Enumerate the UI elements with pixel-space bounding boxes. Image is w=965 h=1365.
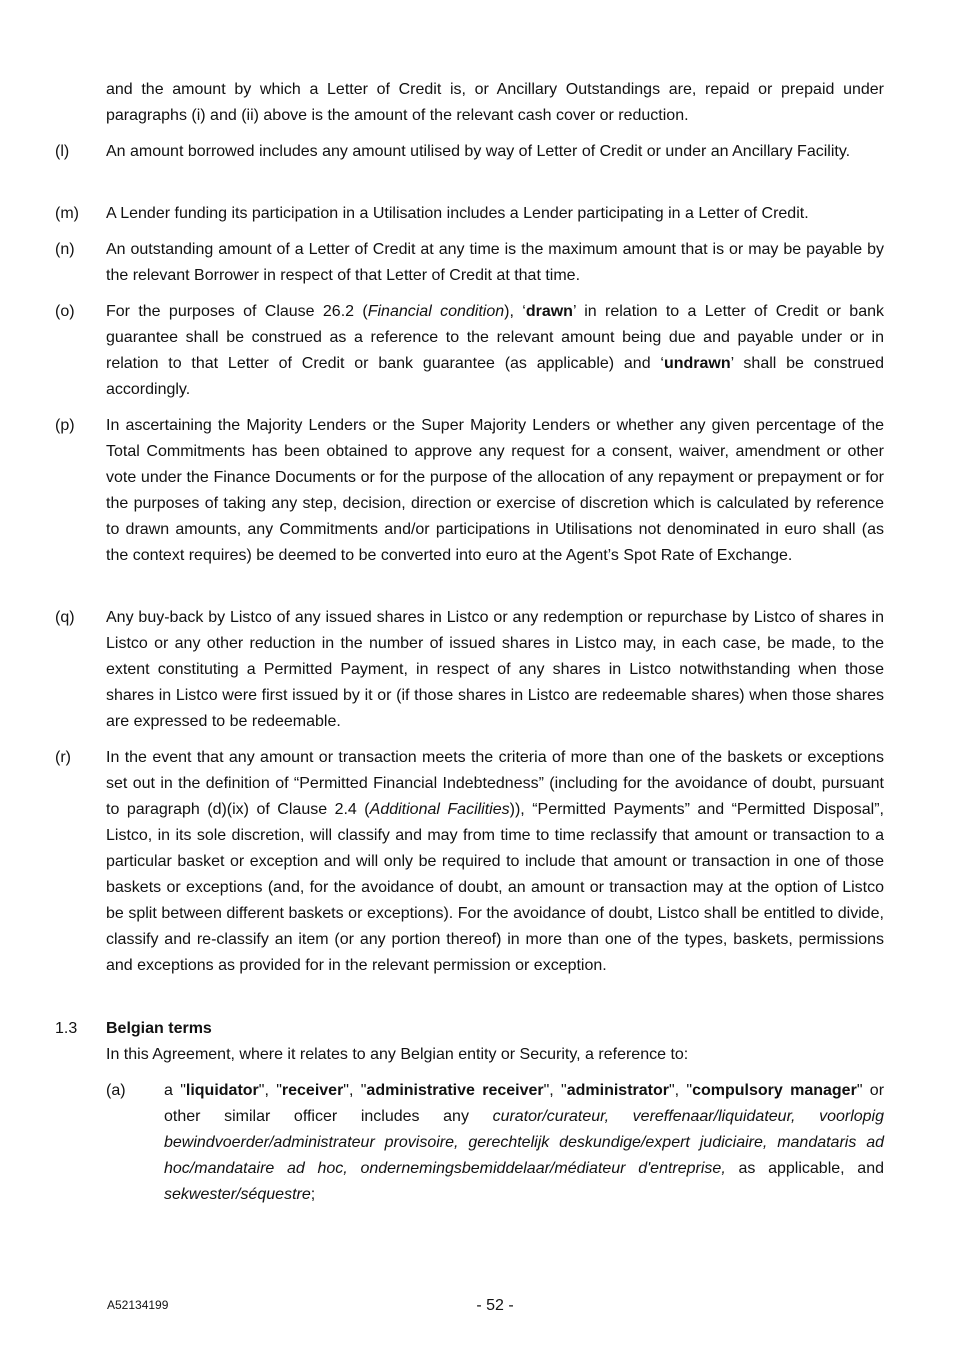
italic-text: Additional Facilities (369, 801, 510, 818)
text-run: An amount borrowed includes any amount utilised by way of Letter of Credit or under an Ancillary Facility. (106, 143, 851, 160)
paragraph-text (106, 237, 884, 289)
text-run: An outstanding amount of a Letter of Credit at any time is the maximum amount that is or may be payable by the relevant Borrower in respect of that Letter of Credit at that time. (106, 241, 884, 284)
italic-text: curator/curateur, vereffenaar/liquidateur, voorlopig bewindvoerder/administrateur provisoire, gerechtelijk deskundige/expert judiciaire, mandataris ad hoc/mandataire ad hoc, ondernemingsbemiddelaar/médiateur d'entreprise, (164, 1108, 884, 1177)
text-run: ", " (343, 1082, 367, 1099)
text-run: ), ‘ (504, 303, 526, 320)
paragraph-text (106, 139, 884, 165)
paragraph-label: (o) (55, 303, 75, 320)
paragraph-label: (l) (55, 143, 70, 160)
paragraph-label: (r) (55, 749, 71, 766)
section-number: 1.3 (55, 1020, 78, 1037)
paragraph-label: (q) (55, 609, 75, 626)
paragraph-text (106, 299, 884, 403)
text-run: a " (164, 1082, 186, 1099)
text-run: In the event that any amount or transaction meets the criteria of more than one of the baskets or exceptions set out in the definition of “Permitted Financial Indebtedness” (including for the avoidance of doubt, pursuant to paragraph (d)(ix) of Clause 2.4 ( (106, 749, 884, 818)
text-run: as applicable, and (725, 1160, 884, 1177)
text-run: For the purposes of Clause 26.2 ( (106, 303, 368, 320)
section-heading: Belgian terms (106, 1020, 212, 1037)
text-run: " or other similar officer includes any (164, 1082, 885, 1125)
text-run: A Lender funding its participation in a Utilisation includes a Lender participating in a Letter of Credit. (106, 205, 809, 222)
paragraph-label: (n) (55, 241, 75, 258)
defined-term: compulsory manager (692, 1082, 857, 1099)
paragraph-label: (m) (55, 205, 79, 222)
paragraph-label: (p) (55, 417, 75, 434)
paragraph-text (106, 605, 884, 735)
paragraph-text (106, 77, 884, 129)
paragraph-text (106, 413, 884, 569)
defined-term: drawn (525, 303, 573, 320)
document-id: A52134199 (107, 1298, 169, 1312)
item-text (164, 1078, 884, 1208)
text-run: Any buy-back by Listco of any issued shares in Listco or any redemption or repurchase by Listco of shares in Listco or any other reduction in the number of issued shares in Listco may, in each case, be made, to the extent constituting a Permitted Payment, in respect of any shares in Listco notwithstanding when those shares in Listco were first issued by it or (if those shares in Listco are redeemable shares) when those shares are expressed to be redeemable. (106, 609, 884, 730)
text-run: ; (310, 1186, 316, 1203)
text-run: and the amount by which a Letter of Credit is, or Ancillary Outstandings are, repaid or prepaid under paragraphs (i) and (ii) above is the amount of the relevant cash cover or reduction. (106, 81, 884, 124)
defined-term: administrator (566, 1082, 669, 1099)
text-run: ", " (668, 1082, 693, 1099)
paragraph-text (106, 201, 884, 227)
section-intro: In this Agreement, where it relates to any Belgian entity or Security, a reference to: (106, 1046, 689, 1063)
text-run: ’ shall be construed accordingly. (106, 355, 885, 398)
paragraph-text (106, 745, 884, 979)
page-number: - 52 - (476, 1297, 514, 1314)
italic-text: Financial condition (367, 303, 505, 320)
text-run: In ascertaining the Majority Lenders or the Super Majority Lenders or whether any given percentage of the Total Commitments has been obtained to approve any request for a consent, waiver, amendment or other vote under the Finance Documents or for the purpose of the allocation of any repayment or prepayment or for the purposes of taking any step, decision, direction or exercise of discretion which is calculated by reference to drawn amounts, any Commitments and/or participations in Utilisations not denominated in euro shall (as the context requires) be deemed to be converted into euro at the Agent’s Spot Rate of Exchange. (106, 417, 884, 564)
italic-text: sekwester/séquestre (164, 1186, 311, 1203)
text-run: ’ in relation to a Letter of Credit or bank guarantee shall be construed as a reference to the relevant amount being due and payable under or in relation to that Letter of Credit or bank guarantee (as applicable) and ‘ (106, 303, 884, 372)
text-run: )), “Permitted Payments” and “Permitted Disposal”, Listco, in its sole discretion, will classify and may from time to time reclassify that amount or transaction to a particular basket or exception and will only be required to include that amount or transaction in one of those baskets or exceptions (and, for the avoidance of doubt, an amount or transaction may at the option of Listco be split between different baskets or exceptions). For the avoidance of doubt, Listco shall be entitled to divide, classify and re-classify an item (or any portion thereof) in more than one of the types, baskets, permissions and exceptions as provided for in the relevant permission or exception. (106, 801, 884, 974)
text-run: ", " (258, 1082, 282, 1099)
defined-term: administrative receiver (366, 1082, 544, 1099)
item-label: (a) (106, 1082, 126, 1099)
defined-term: receiver (281, 1082, 344, 1099)
defined-term: liquidator (185, 1082, 259, 1099)
text-run: ", " (543, 1082, 567, 1099)
defined-term: undrawn (663, 355, 731, 372)
